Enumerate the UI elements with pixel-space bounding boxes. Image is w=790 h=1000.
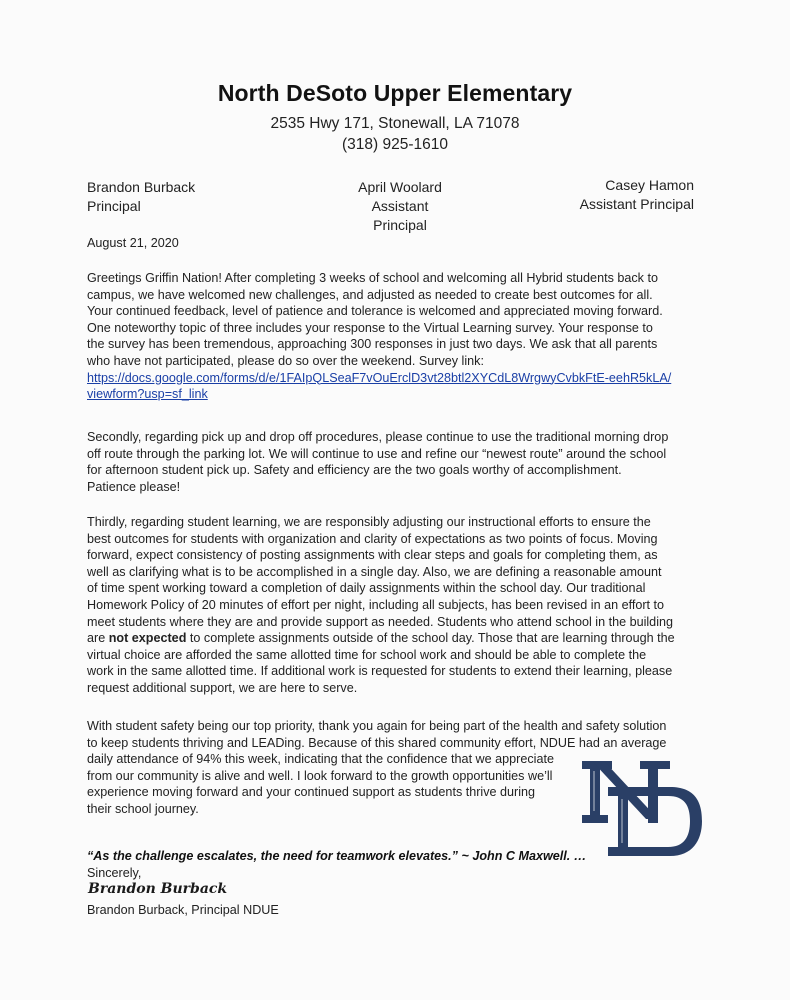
paragraph-line: best outcomes for students with organization and clarity of expectations as two points of focus. Moving (87, 531, 658, 546)
staff-assistant-principal-1 (343, 178, 457, 235)
paragraph-line: forward, expect consistency of posting assignments with clear steps and goals for completing them, as (87, 548, 658, 563)
staff-name: April Woolard (358, 179, 442, 195)
paragraph-line: Homework Policy of 20 minutes of effort per night, including all subjects, has been revised in an effort to (87, 597, 665, 612)
paragraph-line: request additional support, we are here to serve. (87, 680, 358, 695)
paragraph-line: Thirdly, regarding student learning, we are responsibly adjusting our instructional efforts to ensure the (87, 515, 651, 529)
closing-salutation: Sincerely, (87, 866, 142, 880)
paragraph-line: well as clarifying what is to be accomplished in a single day. Also, we are defining a reasonable amount (87, 564, 662, 579)
paragraph-line: their school journey. (87, 801, 199, 816)
paragraph-line: of time spent working toward a completion of daily assignments within the school day. Our traditional (87, 581, 646, 596)
letter-date: August 21, 2020 (87, 236, 179, 250)
paragraph-line: Patience please! (87, 479, 181, 494)
closing-quote: “As the challenge escalates, the need for teamwork elevates.” ~ John C Maxwell. … (87, 849, 587, 863)
emphasis-not-expected: not expected (108, 631, 187, 646)
paragraph-line: daily attendance of 94% this week, indicating that the confidence that we appreciate (87, 752, 554, 767)
paragraph-line: off route through the parking lot. We will continue to use and refine our “newest route” around the school (87, 446, 667, 461)
paragraph-line: from our community is alive and well. I look forward to the growth opportunities we’ll (87, 768, 553, 783)
school-address: 2535 Hwy 171, Stonewall, LA 71078 (270, 115, 520, 132)
staff-title: Principal (87, 198, 141, 214)
paragraph-line: experience moving forward and your continued support as students thrive during (87, 785, 536, 800)
line-suffix: to complete assignments outside of the school day. Those that are learning through the (186, 631, 675, 646)
paragraph-line: meet students where they are and provide support as needed. Students who attend school in the building (87, 614, 673, 629)
paragraph-line (87, 630, 707, 647)
school-phone: (318) 925-1610 (342, 136, 448, 153)
paragraph-line: the survey has been tremendous, approaching 300 responses in just two days. We ask that all parents (87, 337, 658, 352)
paragraph-line: Your continued feedback, level of patience and tolerance is welcomed and appreciated moving forward. (87, 304, 663, 319)
paragraph-line: virtual choice are afforded the same allotted time for school work and should be able to complete the (87, 647, 647, 662)
paragraph-line: work in the same allotted time. If additional work is requested for students to extend their learning, please (87, 664, 673, 679)
staff-name: Brandon Burback (87, 179, 196, 195)
survey-link-line[interactable]: viewform?usp=sf_link (87, 387, 208, 402)
staff-title: Assistant Principal (579, 196, 694, 212)
paragraph-line: Secondly, regarding pick up and drop off procedures, please continue to use the traditional morning drop (87, 430, 669, 444)
paragraph-line: who have not participated, please do so over the weekend. Survey link: (87, 353, 484, 368)
paragraph-survey (87, 270, 707, 403)
staff-title: Assistant Principal (371, 198, 429, 233)
survey-link-line[interactable]: https://docs.google.com/forms/d/e/1FAIpQLSeaF7vOuErclD3vt28btl2XYCdL8WrgwyCvbkFtE-eehR5kLA/ (87, 370, 672, 385)
paragraph-line: to keep students thriving and LEADing. Because of this shared community effort, NDUE had an average (87, 735, 667, 750)
paragraph-line: With student safety being our top priority, thank you again for being part of the health and safety solution (87, 719, 667, 733)
paragraph-line: for afternoon student pick up. Safety and efficiency are the two goals worthy of accomplishment. (87, 463, 622, 478)
paragraph-line: campus, we have welcomed new challenges, and adjusted as needed to create best outcomes for all. (87, 287, 653, 302)
paragraph-line: Greetings Griffin Nation! After completing 3 weeks of school and welcoming all Hybrid students back to (87, 271, 658, 285)
staff-principal (87, 178, 195, 216)
school-name: North DeSoto Upper Elementary (217, 80, 573, 106)
signoff: Brandon Burback, Principal NDUE (87, 903, 279, 917)
signature: Brandon Burback (88, 881, 228, 897)
staff-assistant-principal-2 (577, 176, 694, 214)
paragraph-pickup (87, 429, 707, 495)
paragraph-learning (87, 514, 707, 697)
staff-name: Casey Hamon (605, 177, 694, 193)
survey-link[interactable] (87, 370, 707, 403)
nd-logo-icon (578, 757, 704, 859)
paragraph-line: One noteworthy topic of three includes your response to the Virtual Learning survey. Your response to (87, 320, 653, 335)
line-prefix: are (87, 631, 109, 646)
